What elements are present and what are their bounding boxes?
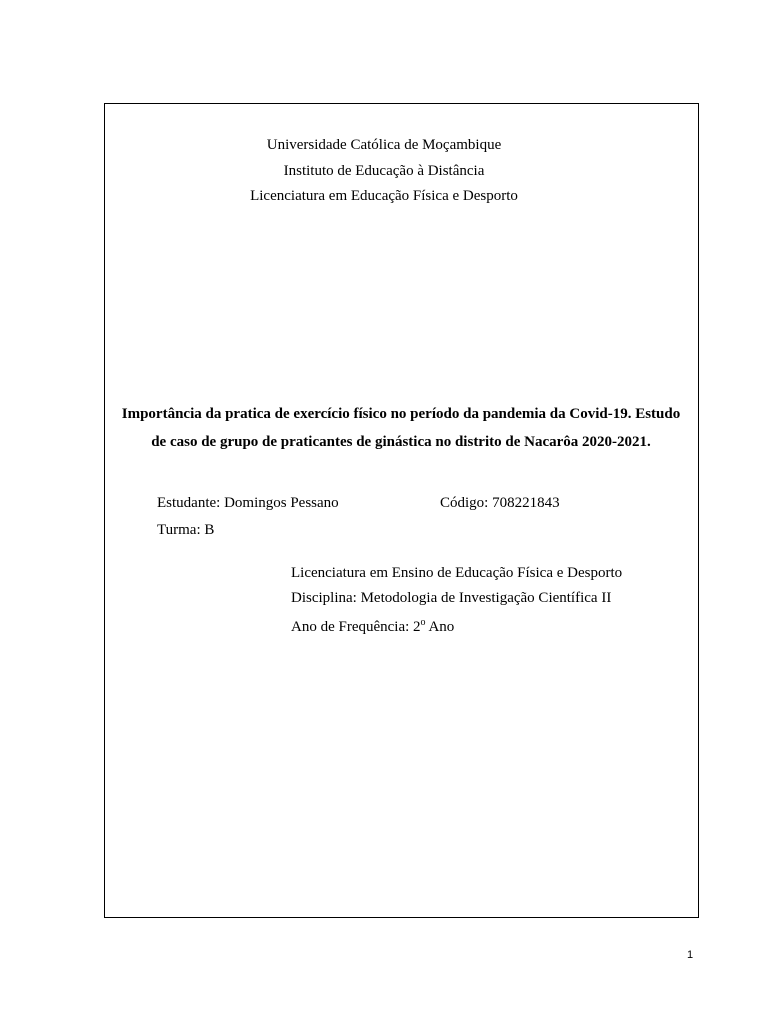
- course-name: Licenciatura em Educação Física e Desporto: [250, 188, 518, 204]
- document-title-line-1: Importância da pratica de exercício físico no período da pandemia da Covid-19. Estudo: [121, 406, 681, 422]
- year-prefix: Ano de Frequência: 2: [291, 619, 421, 635]
- student-code: Código: 708221843: [440, 495, 560, 511]
- document-title-line-2: de caso de grupo de praticantes de ginástica no distrito de Nacarôa 2020-2021.: [151, 434, 651, 450]
- program-name: Licenciatura em Ensino de Educação Física e Desporto: [291, 565, 623, 581]
- year-suffix: Ano: [425, 619, 455, 635]
- student-class: Turma: B: [157, 522, 215, 538]
- institute-name: Instituto de Educação à Distância: [283, 163, 485, 179]
- student-name: Estudante: Domingos Pessano: [157, 495, 339, 511]
- university-name: Universidade Católica de Moçambique: [266, 137, 502, 153]
- page-number: 1: [686, 949, 694, 961]
- discipline-name: Disciplina: Metodologia de Investigação Científica II: [291, 590, 612, 606]
- year-of-attendance: [291, 614, 454, 636]
- year-ordinal-superscript: o: [420, 617, 426, 628]
